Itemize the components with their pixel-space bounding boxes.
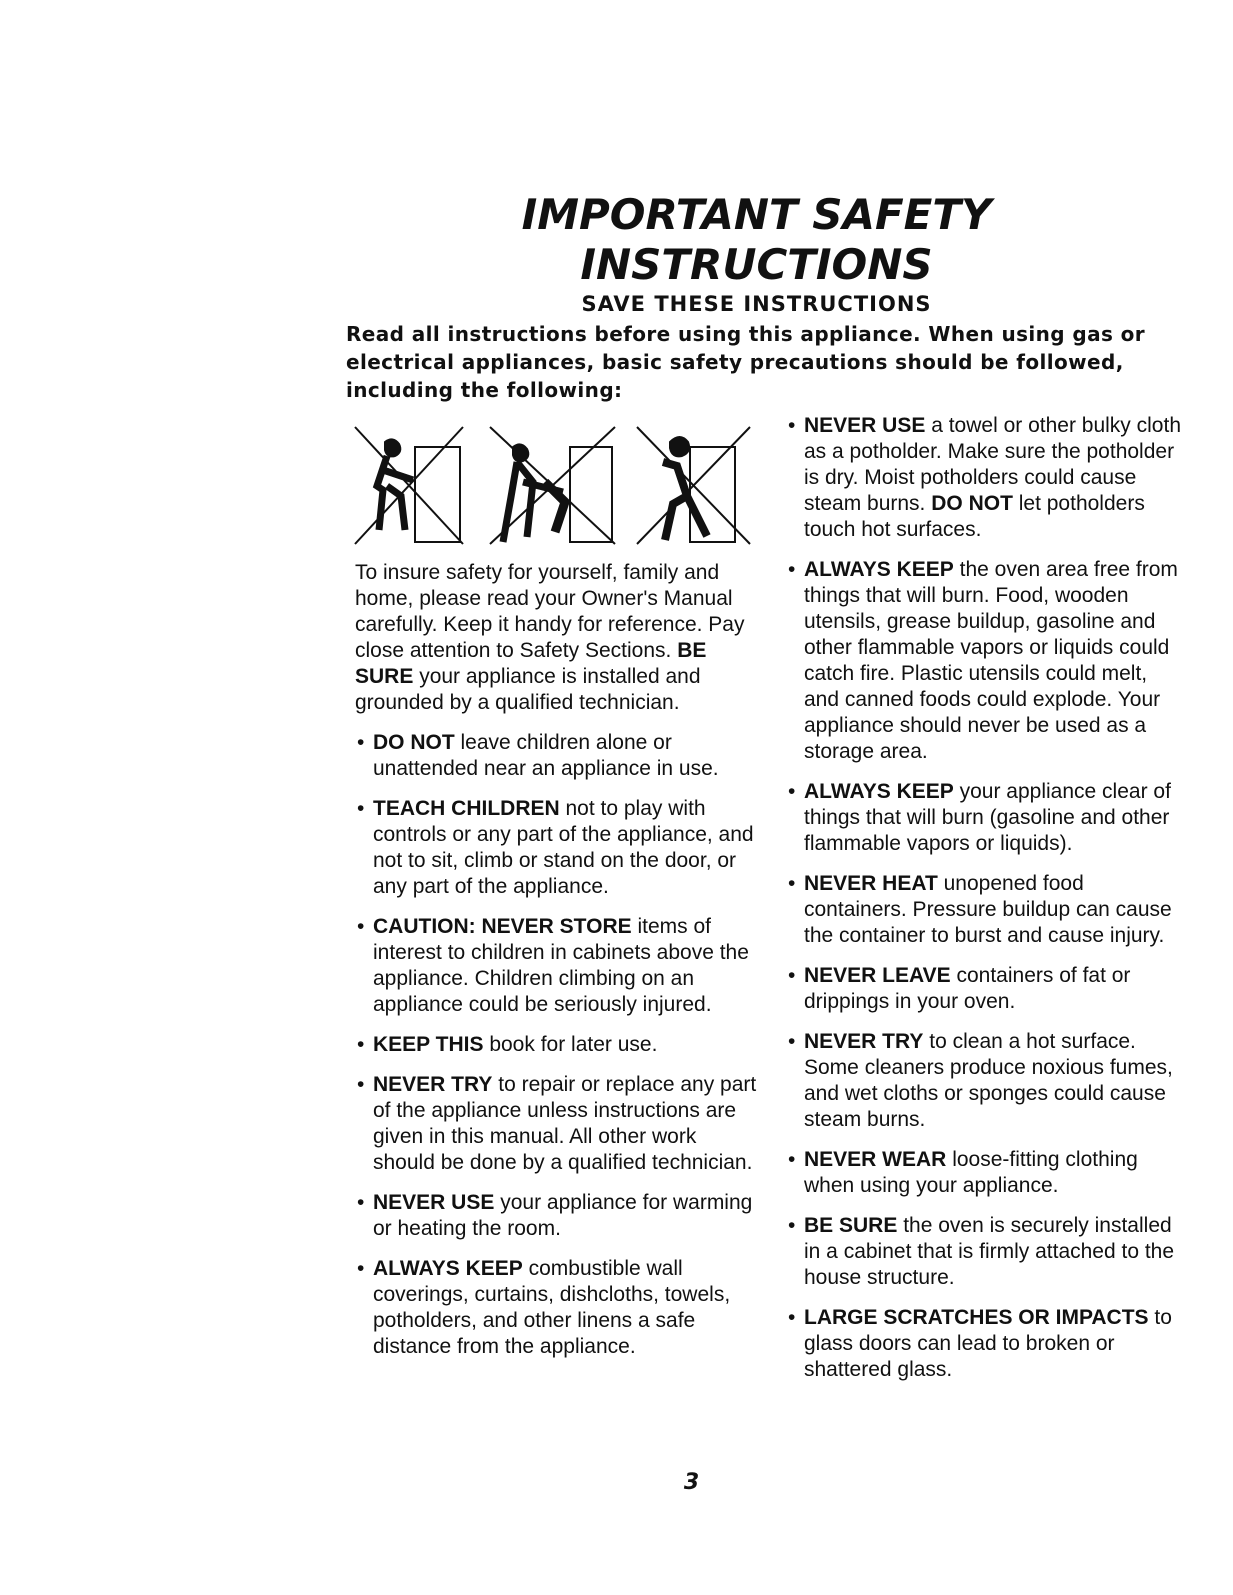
bullet-dot: • [357, 1033, 365, 1056]
safety-item [786, 413, 1186, 543]
safety-item-lead: DO NOT [373, 731, 455, 754]
left-intro-paragraph: To insure safety for yourself, family and home, please read your Owner's Manual carefully. Keep it handy for reference. Pay close attention to Safety Sections. BE SURE your appliance is installed and grounded by a qualified technician. [355, 561, 745, 714]
safety-item-lead: ALWAYS KEEP [804, 780, 954, 803]
bullet-dot: • [357, 1191, 365, 1214]
safety-item [355, 914, 760, 1018]
safety-item [355, 796, 760, 900]
safety-item [786, 1029, 1186, 1133]
safety-item [355, 1256, 760, 1360]
safety-item-lead: NEVER HEAT [804, 872, 938, 895]
bullet-dot: • [357, 1073, 365, 1096]
safety-item-text: the oven is securely installed in a cabinet that is firmly attached to the house structure. [804, 1214, 1175, 1289]
safety-item-text: not to play with controls or any part of the appliance, and not to sit, climb or stand on the door, or any part of the appliance. [373, 797, 754, 898]
safety-item [355, 1032, 760, 1058]
safety-item [786, 1147, 1186, 1199]
bullet-dot: • [788, 1306, 796, 1329]
safety-item-text: to glass doors can lead to broken or shattered glass. [804, 1306, 1172, 1381]
safety-item [786, 963, 1186, 1015]
safety-item-lead: NEVER TRY [804, 1030, 924, 1053]
safety-item-text: unopened food containers. Pressure buildup can cause the container to burst and cause injury. [804, 872, 1172, 947]
safety-item-text: to repair or replace any part of the appliance unless instructions are given in this manual. All other work should be done by a qualified technician. [373, 1073, 757, 1174]
safety-item-lead: NEVER USE [804, 414, 926, 437]
bullet-dot: • [357, 797, 365, 820]
safety-item-text: items of interest to children in cabinets above the appliance. Children climbing on an appliance could be seriously injured. [373, 915, 749, 1016]
bullet-dot: • [357, 731, 365, 754]
left-column [355, 560, 760, 1374]
bullet-dot: • [788, 780, 796, 803]
title-line-2: INSTRUCTIONS [580, 240, 933, 289]
safety-item-lead: NEVER TRY [373, 1073, 493, 1096]
safety-item-text: the oven area free from things that will burn. Food, wooden utensils, grease buildup, gasoline and other flammable vapors or liquids could catch fire. Plastic utensils could melt, and canned foods could explode. Your appliance should never be used as a storage area. [804, 558, 1178, 763]
bullet-dot: • [788, 964, 796, 987]
intro-paragraph: Read all instructions before using this appliance. When using gas or electrical appliances, basic safety precautions should be followed, including the following: [346, 322, 1146, 402]
safety-item-text: leave children alone or unattended near an appliance in use. [373, 731, 719, 780]
safety-item [786, 557, 1186, 765]
page-number: 3 [683, 1470, 700, 1495]
safety-item-text: containers of fat or drippings in your oven. [804, 964, 1131, 1013]
safety-item [786, 779, 1186, 857]
safety-item-lead: CAUTION: NEVER STORE [373, 915, 632, 938]
safety-item-lead: BE SURE [804, 1214, 898, 1237]
safety-item-lead: LARGE SCRATCHES OR IMPACTS [804, 1306, 1149, 1329]
right-bullet-list [786, 413, 1186, 1383]
safety-item [355, 1072, 760, 1176]
safety-item-text: book for later use. [483, 1033, 658, 1056]
safety-item [355, 730, 760, 782]
safety-item-text: to clean a hot surface. Some cleaners produce noxious fumes, and wet cloths or sponges could cause steam burns. [804, 1030, 1173, 1131]
safety-item-lead: TEACH CHILDREN [373, 797, 560, 820]
bullet-dot: • [788, 558, 796, 581]
bullet-dot: • [788, 1030, 796, 1053]
no-climbing-child-icon [355, 427, 463, 544]
safety-item-text-2: let potholders touch hot surfaces. [804, 492, 1145, 541]
safety-item-text: a towel or other bulky cloth as a potholder. Make sure the potholder is dry. Moist potholders could cause steam burns. [804, 414, 1182, 515]
safety-item-lead: ALWAYS KEEP [373, 1257, 523, 1280]
no-standing-child-icon [637, 427, 750, 544]
safety-icons [345, 422, 755, 552]
safety-item-lead-2: DO NOT [931, 492, 1013, 515]
bullet-dot: • [788, 414, 796, 437]
bullet-dot: • [357, 915, 365, 938]
safety-item-text: your appliance for warming or heating the room. [373, 1191, 753, 1240]
safety-item-lead: NEVER WEAR [804, 1148, 947, 1171]
safety-item-text: your appliance clear of things that will burn (gasoline and other flammable vapors or liquids). [804, 780, 1171, 855]
left-bullet-list [355, 730, 760, 1360]
no-sitting-child-icon [490, 427, 615, 544]
safety-item [355, 1190, 760, 1242]
subtitle: SAVE THESE INSTRUCTIONS [581, 292, 932, 316]
title-line-1: IMPORTANT SAFETY [521, 190, 992, 239]
bullet-dot: • [788, 1148, 796, 1171]
safety-item-text: combustible wall coverings, curtains, dishcloths, towels, potholders, and other linens a safe distance from the appliance. [373, 1257, 731, 1358]
bullet-dot: • [788, 872, 796, 895]
bullet-dot: • [357, 1257, 365, 1280]
safety-item-lead: KEEP THIS [373, 1033, 484, 1056]
right-column [786, 413, 1186, 1397]
safety-item-lead: NEVER LEAVE [804, 964, 951, 987]
safety-item [786, 1305, 1186, 1383]
safety-item-lead: ALWAYS KEEP [804, 558, 954, 581]
safety-item [786, 871, 1186, 949]
bullet-dot: • [788, 1214, 796, 1237]
safety-item-text: loose-fitting clothing when using your appliance. [804, 1148, 1138, 1197]
safety-item-lead: NEVER USE [373, 1191, 495, 1214]
safety-item [786, 1213, 1186, 1291]
